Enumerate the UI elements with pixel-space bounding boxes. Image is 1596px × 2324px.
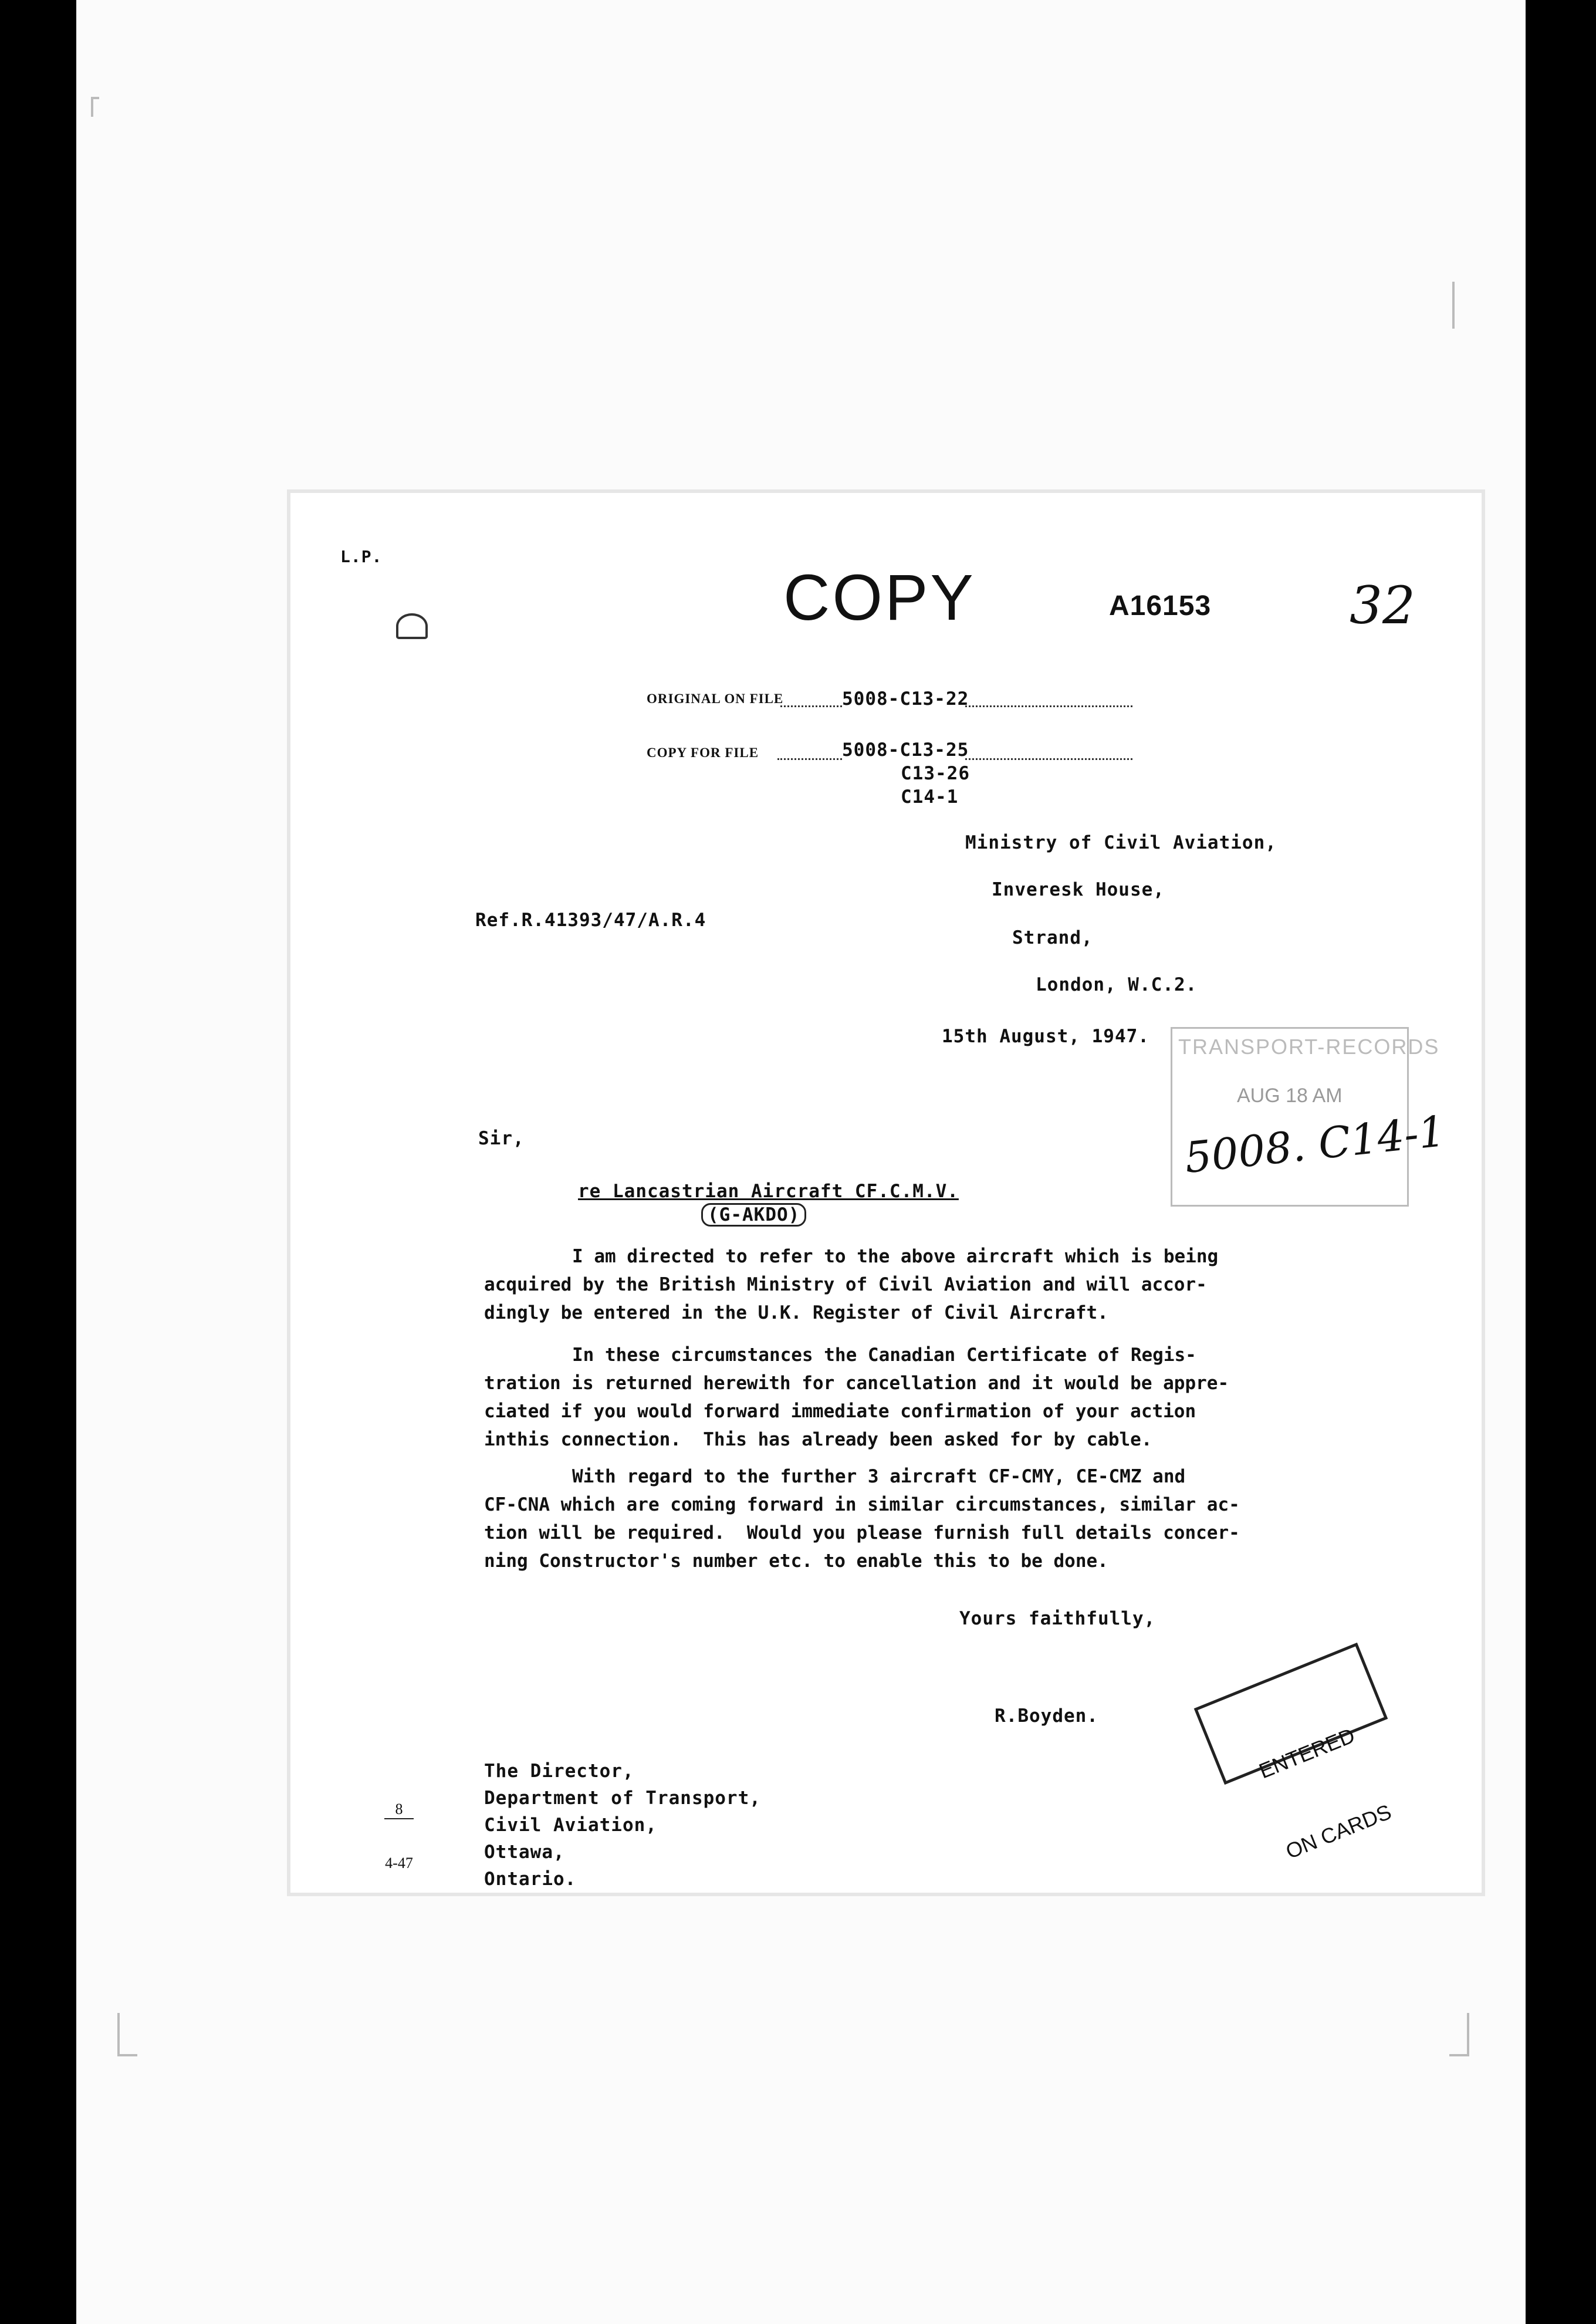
reference-number: Ref.R.41393/47/A.R.4 bbox=[475, 910, 706, 931]
recipient-line: Ontario. bbox=[484, 1869, 577, 1890]
document-number: A16153 bbox=[1109, 590, 1212, 621]
sender-address-line: Ministry of Civil Aviation, bbox=[965, 832, 1277, 853]
recipient-address bbox=[484, 1758, 761, 1893]
paragraph-line: tion will be required. Would you please furnish full details concer- bbox=[484, 1522, 1240, 1543]
paragraph-line: With regard to the further 3 aircraft CF-CMY, CE-CMZ and bbox=[572, 1466, 1186, 1487]
recipient-line: The Director, bbox=[484, 1761, 634, 1782]
paragraph-line: tration is returned herewith for cancellation and it would be appre- bbox=[484, 1373, 1229, 1394]
original-on-file-label: ORIGINAL ON FILE bbox=[647, 691, 784, 706]
dotted-leader bbox=[965, 758, 1132, 760]
copy-file-number-3: C14-1 bbox=[901, 786, 959, 808]
copy-file-number-1: 5008-C13-25 bbox=[842, 739, 969, 761]
stamp-line: ENTERED bbox=[1255, 1722, 1358, 1783]
subject-line: re Lancastrian Aircraft CF.C.M.V. bbox=[578, 1181, 959, 1202]
copy-file-number-2: C13-26 bbox=[901, 763, 970, 784]
letter-date: 15th August, 1947. bbox=[942, 1026, 1149, 1047]
corner-mark-top-right bbox=[1435, 282, 1455, 329]
dotted-leader bbox=[965, 705, 1132, 707]
paragraph-3 bbox=[484, 1462, 1329, 1575]
form-code bbox=[384, 1765, 414, 1907]
paragraph-line: ciated if you would forward immediate confirmation of your action bbox=[484, 1401, 1196, 1422]
corner-mark-bottom-right bbox=[1449, 2013, 1469, 2056]
salutation: Sir, bbox=[478, 1128, 525, 1149]
paragraph-line: In these circumstances the Canadian Certificate of Regis- bbox=[572, 1345, 1196, 1366]
margin-note: L.P. bbox=[340, 547, 383, 566]
sender-address-line: Strand, bbox=[1012, 927, 1093, 948]
corner-mark-bottom-left bbox=[117, 2013, 137, 2056]
letter-page bbox=[290, 493, 1482, 1893]
folio-number: 32 bbox=[1350, 575, 1415, 636]
subject-registration: (G-AKDO) bbox=[701, 1203, 806, 1227]
corner-mark-top-left bbox=[91, 97, 99, 117]
signature: R.Boyden. bbox=[995, 1705, 1098, 1727]
handwritten-file-number: 5008. C14-1 bbox=[1182, 1106, 1448, 1183]
paragraph-line: CF-CNA which are coming forward in similar circumstances, similar ac- bbox=[484, 1494, 1240, 1515]
form-code-bottom: 4-47 bbox=[385, 1855, 413, 1872]
paragraph-2 bbox=[484, 1341, 1329, 1454]
stamp-line: ON CARDS bbox=[1282, 1799, 1395, 1864]
recipient-line: Ottawa, bbox=[484, 1842, 565, 1863]
paragraph-1 bbox=[484, 1242, 1329, 1327]
recipient-line: Civil Aviation, bbox=[484, 1815, 657, 1836]
paragraph-line: acquired by the British Ministry of Civil Aviation and will accor- bbox=[484, 1274, 1207, 1295]
paragraph-line: ning Constructor's number etc. to enable this to be done. bbox=[484, 1551, 1108, 1572]
received-stamp-date: AUG 18 AM bbox=[1237, 1085, 1343, 1107]
dotted-leader bbox=[777, 758, 842, 760]
received-stamp-office: TRANSPORT-RECORDS bbox=[1178, 1035, 1440, 1059]
sender-address-line: London, W.C.2. bbox=[1036, 974, 1198, 995]
received-stamp-box bbox=[1171, 1027, 1448, 1207]
copy-stamp: COPY bbox=[783, 562, 976, 634]
sender-address-line: Inveresk House, bbox=[992, 879, 1165, 900]
entered-on-cards-stamp bbox=[1194, 1643, 1395, 1864]
paragraph-line: I am directed to refer to the above aircraft which is being bbox=[572, 1246, 1219, 1267]
original-file-number: 5008-C13-22 bbox=[842, 688, 969, 710]
copy-for-file-label: COPY FOR FILE bbox=[647, 745, 759, 760]
punch-hole-mark bbox=[396, 613, 428, 639]
closing: Yours faithfully, bbox=[959, 1608, 1156, 1629]
paragraph-line: dingly be entered in the U.K. Register of Civil Aircraft. bbox=[484, 1302, 1108, 1323]
paragraph-line: inthis connection. This has already been asked for by cable. bbox=[484, 1429, 1152, 1450]
recipient-line: Department of Transport, bbox=[484, 1788, 761, 1809]
dotted-leader bbox=[780, 705, 842, 707]
form-code-top: 8 bbox=[384, 1801, 414, 1819]
